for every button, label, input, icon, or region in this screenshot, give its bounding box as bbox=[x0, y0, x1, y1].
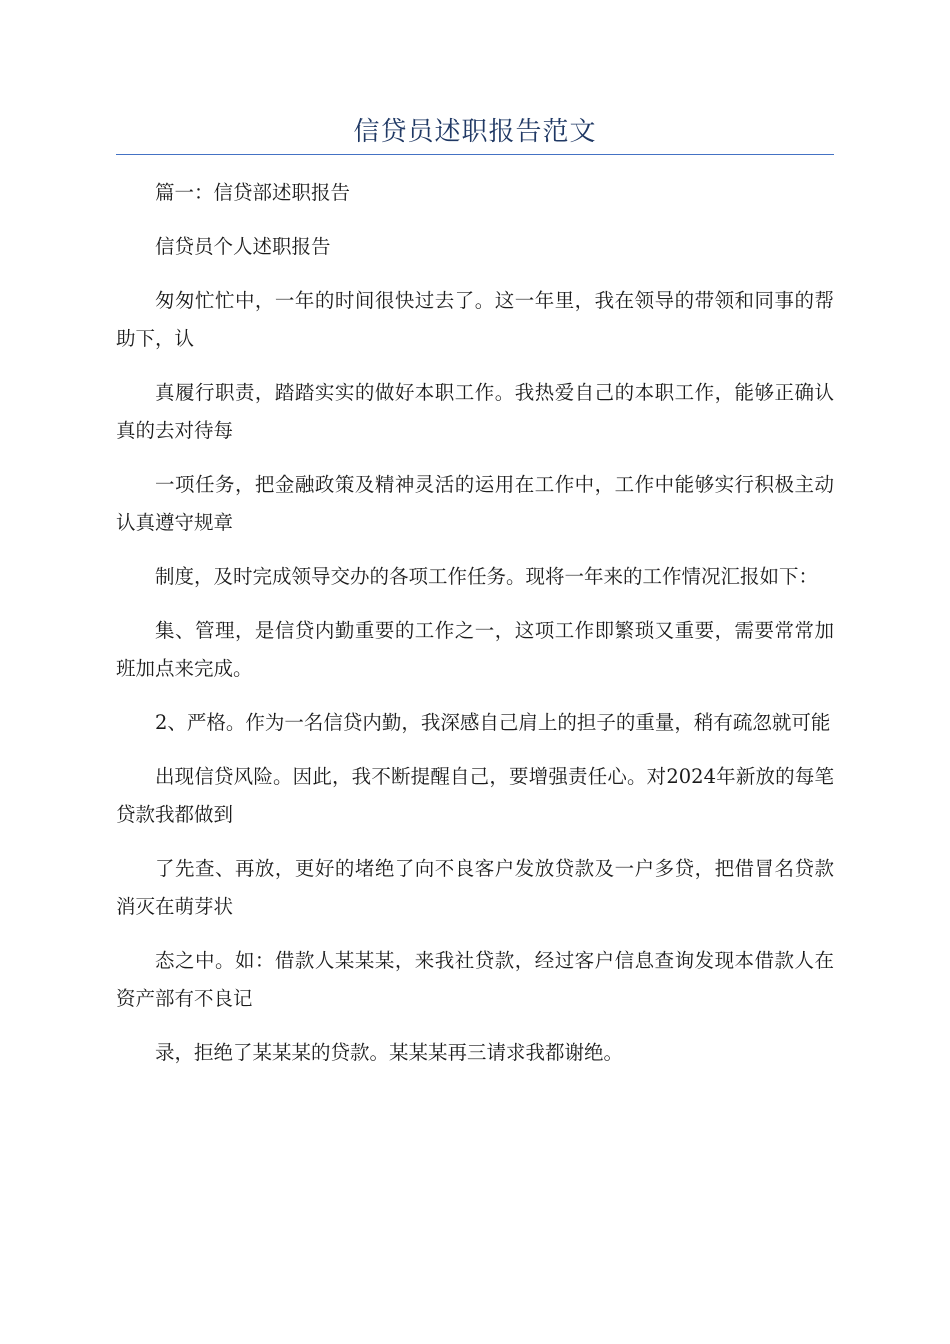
paragraph: 2、严格。作为一名信贷内勤，我深感自己肩上的担子的重量，稍有疏忽就可能 bbox=[155, 711, 831, 734]
title-underline bbox=[116, 154, 834, 155]
paragraph: 匆匆忙忙中，一年的时间很快过去了。这一年里，我在领导的带领和同事的帮助下，认 bbox=[116, 289, 834, 350]
report-subtitle: 信贷员个人述职报告 bbox=[155, 235, 331, 258]
paragraph: 出现信贷风险。因此，我不断提醒自己，要增强责任心。对2024年新放的每笔贷款我都做到 bbox=[116, 765, 834, 826]
paragraph: 一项任务，把金融政策及精神灵活的运用在工作中，工作中能够实行积极主动认真遵守规章 bbox=[116, 473, 834, 534]
paragraph: 真履行职责，踏踏实实的做好本职工作。我热爱自己的本职工作，能够正确认真的去对待每 bbox=[116, 381, 834, 442]
document-title: 信贷员述职报告范文 bbox=[353, 117, 597, 147]
section-heading: 篇一：信贷部述职报告 bbox=[155, 181, 351, 204]
paragraph: 集、管理，是信贷内勤重要的工作之一，这项工作即繁琐又重要，需要常常加班加点来完成。 bbox=[116, 619, 834, 680]
paragraph: 了先查、再放，更好的堵绝了向不良客户发放贷款及一户多贷，把借冒名贷款消灭在萌芽状 bbox=[116, 857, 834, 918]
paragraph: 制度，及时完成领导交办的各项工作任务。现将一年来的工作情况汇报如下： bbox=[155, 565, 819, 588]
document-body bbox=[116, 174, 834, 1088]
paragraph: 态之中。如：借款人某某某，来我社贷款，经过客户信息查询发现本借款人在资产部有不良记 bbox=[116, 949, 834, 1010]
paragraph: 录，拒绝了某某某的贷款。某某某再三请求我都谢绝。 bbox=[155, 1041, 624, 1064]
